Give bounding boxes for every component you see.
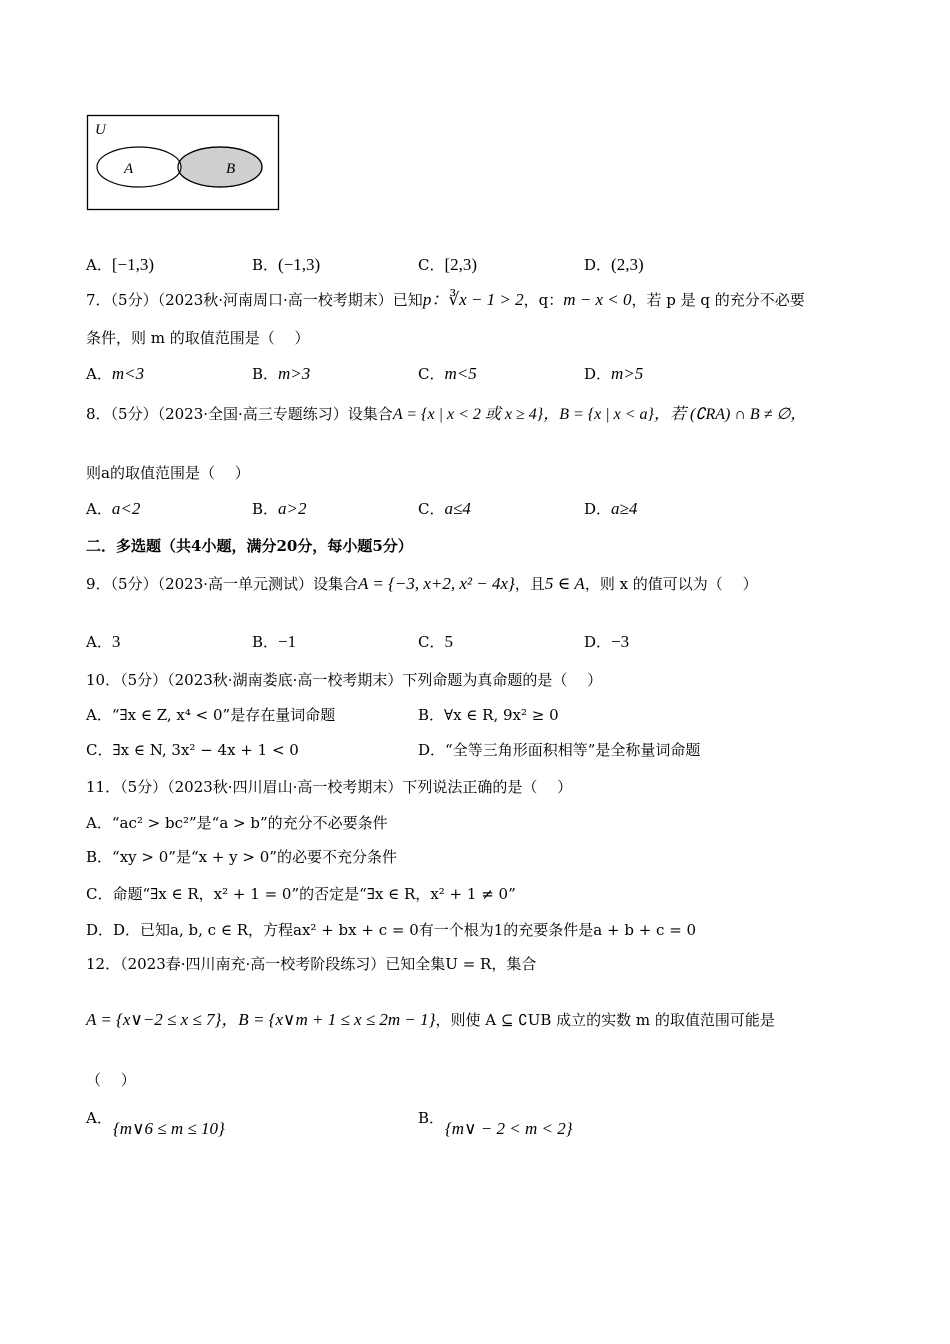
set-a-ellipse — [97, 147, 181, 187]
q12-option-b: {m∨ − 2 < m < 2} — [445, 1119, 573, 1138]
q12-option-b-letter: B． — [418, 1109, 445, 1127]
q7-option-b: B．m>3 — [252, 364, 311, 383]
q7-option-c: C．m<5 — [418, 364, 477, 383]
q11-stem: 11．（5分）（2023秋·四川眉山·高一校考期末）下列说法正确的是（ ） — [86, 778, 573, 796]
q6-option-b: B．(−1,3) — [252, 255, 321, 274]
q6-option-c: C．[2,3) — [418, 255, 478, 274]
q7-option-d: D．m>5 — [584, 364, 644, 383]
q7-stem: 7．（5分）（2023秋·河南周口·高一校考期末）已知p：∛x − 1 > 2，q：m − x < 0，若 p 是 q 的充分不必要 — [86, 290, 805, 309]
q12-option-a: {m∨6 ≤ m ≤ 10} — [113, 1119, 225, 1138]
q8-option-b: B．a>2 — [252, 499, 307, 518]
q10-option-c: C．∃x ∈ N, 3x² − 4x + 1 < 0 — [86, 741, 299, 759]
q11-option-a: A．“ac² > bc²”是“a > b”的充分不必要条件 — [86, 814, 388, 832]
q12-sets: A = {x∨−2 ≤ x ≤ 7}，B = {x∨m + 1 ≤ x ≤ 2m − 1}，则使 A ⊆ ∁UB 成立的实数 m 的取值范围可能是 — [86, 1010, 775, 1029]
q9-option-d: D．−3 — [584, 632, 630, 651]
q11-option-b: B．“xy > 0”是“x + y > 0”的必要不充分条件 — [86, 848, 397, 866]
q10-stem: 10．（5分）（2023秋·湖南娄底·高一校考期末）下列命题为真命题的是（ ） — [86, 671, 603, 689]
q11-option-c: C．命题“∃x ∈ R，x² + 1 = 0”的否定是“∃x ∈ R，x² + 1 ≠ 0” — [86, 885, 516, 903]
q8-stem: 8．（5分）（2023·全国·高三专题练习）设集合A = {x | x < 2 或 x ≥ 4}，B = {x | x < a}，若 (∁RA) ∩ B ≠ ∅， — [86, 405, 807, 423]
universe-label: U — [95, 122, 106, 138]
q6-option-a: A．[−1,3) — [86, 255, 155, 274]
q9-option-a: A．3 — [86, 632, 121, 651]
q12-stem: 12．（2023春·四川南充·高一校考阶段练习）已知全集U = R，集合 — [86, 955, 537, 973]
q6-option-d: D．(2,3) — [584, 255, 644, 274]
q12-paren: （ ） — [86, 1071, 136, 1089]
venn-diagram — [86, 114, 282, 212]
q9-option-b: B．−1 — [252, 632, 297, 651]
q10-option-b: B．∀x ∈ R, 9x² ≥ 0 — [418, 706, 559, 724]
q9-stem: 9．（5分）（2023·高一单元测试）设集合A = {−3, x+2, x² − 4x}，且5 ∈ A，则 x 的值可以为（ ） — [86, 574, 758, 593]
set-b-label: B — [226, 161, 236, 177]
q7-stem-line2: 条件，则 m 的取值范围是（ ） — [86, 329, 310, 347]
q9-option-c: C．5 — [418, 632, 453, 651]
q8-option-d: D．a≥4 — [584, 499, 638, 518]
q10-option-d: D．“全等三角形面积相等”是全称量词命题 — [418, 741, 701, 759]
q11-option-d: D．D．已知a, b, c ∈ R，方程ax² + bx + c = 0有一个根为1的充要条件是a + b + c = 0 — [86, 921, 697, 939]
q8-option-c: C．a≤4 — [418, 499, 471, 518]
set-a-label: A — [124, 161, 134, 177]
q10-option-a: A．“∃x ∈ Z, x⁴ < 0”是存在量词命题 — [86, 706, 336, 724]
q8-stem-line2: 则a的取值范围是（ ） — [86, 464, 250, 482]
q7-option-a: A．m<3 — [86, 364, 145, 383]
q8-option-a: A．a<2 — [86, 499, 141, 518]
section-heading: 二．多选题（共4小题，满分20分，每小题5分） — [86, 537, 413, 555]
q12-option-a-letter: A． — [86, 1109, 112, 1127]
